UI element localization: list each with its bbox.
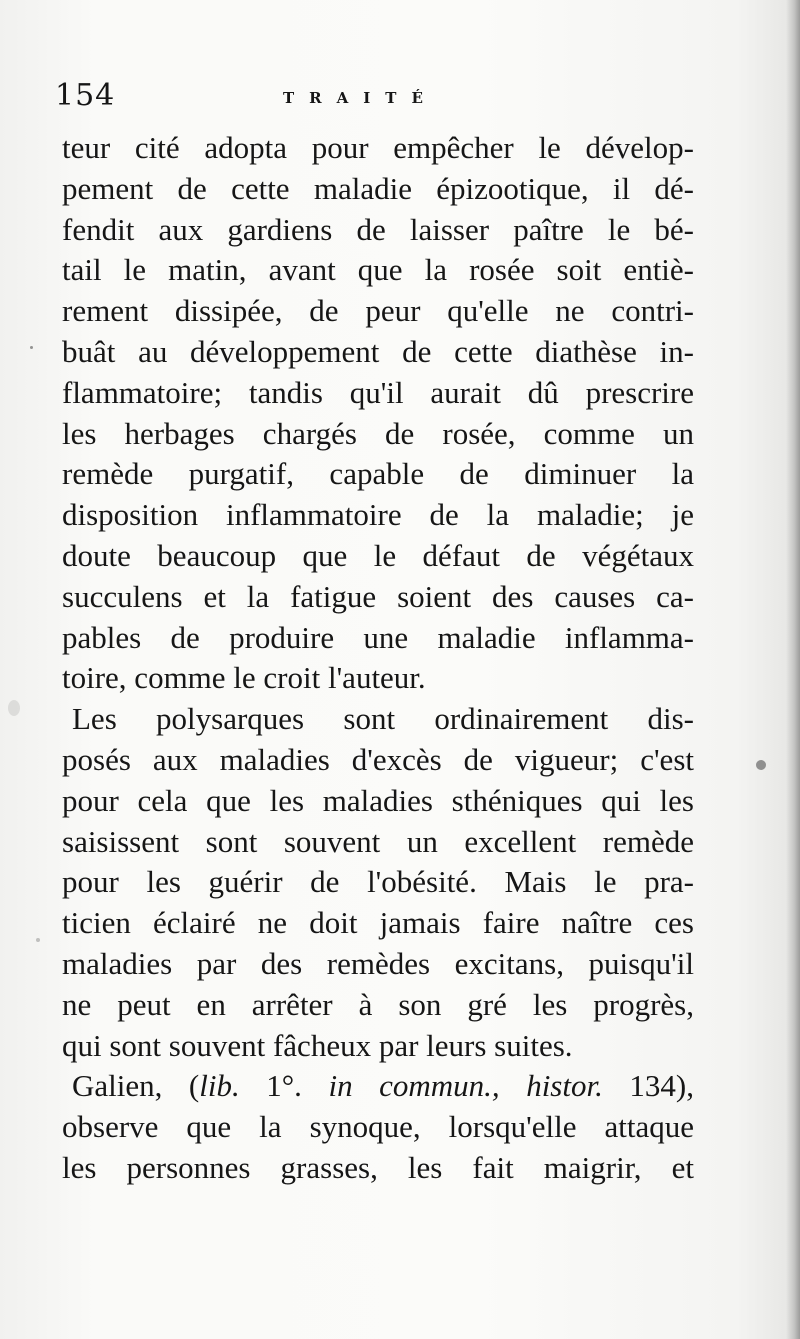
paragraph-2 [62,699,694,1066]
running-head [55,76,695,116]
text-line: qui sont souvent fâcheux par leurs suites. [62,1027,573,1063]
text-line: teur cité adopta pour empêcher le dévelop- [62,130,694,165]
paper-speck [30,346,33,349]
running-title: TRAITÉ [283,89,438,107]
text-line: succulens et la fatigue soient des causes ca- [62,578,694,614]
text-line: tail le matin, avant que la rosée soit entiè- [62,252,694,288]
text-line: ne peut en arrêter à son gré les progrès, [62,986,694,1022]
text-line: rement dissipée, de peur qu'elle ne contri- [62,293,694,329]
body-text [62,128,694,1189]
paper-speck [8,700,20,716]
paragraph-3 [62,1066,694,1188]
paper-speck [756,760,766,770]
text-line: fendit aux gardiens de laisser paître le bé- [62,211,694,247]
text-line: disposition inflammatoire de la maladie; je [62,497,694,533]
text-line: saisissent sont souvent un excellent remède [62,823,694,859]
text-line: pement de cette maladie épizootique, il dé- [62,170,694,206]
text-line: les personnes grasses, les fait maigrir, et [62,1149,694,1185]
text-line: flammatoire; tandis qu'il aurait dû prescrire [62,374,694,410]
text-line: remède purgatif, capable de diminuer la [62,456,694,492]
text-line: les herbages chargés de rosée, comme un [62,415,694,451]
page-edge-shadow [786,0,800,1339]
paper-speck [36,938,40,942]
text-line: doute beaucoup que le défaut de végétaux [62,537,694,573]
citation-mid: 1°. [239,1068,329,1104]
text-line: ticien éclairé ne doit jamais faire naître ces [62,905,694,941]
citation-end: 134), [602,1068,694,1104]
citation-italic-source: in commun., histor. [328,1068,603,1104]
text-line: pour cela que les maladies sthéniques qui les [62,782,694,818]
text-line: maladies par des remèdes excitans, puisqu'il [62,945,694,981]
paragraph-1 [62,128,694,699]
text-line-citation [62,1066,694,1107]
text-line: posés aux maladies d'excès de vigueur; c'est [62,741,694,777]
text-line: Les polysarques sont ordinairement dis- [72,701,694,737]
text-line: pables de produire une maladie inflamma- [62,619,694,655]
text-line: buât au développement de cette diathèse in- [62,333,694,369]
text-line: toire, comme le croit l'auteur. [62,660,426,696]
citation-start: Galien, ( [72,1068,200,1104]
citation-italic-lib: lib. [199,1068,240,1104]
page-number: 154 [55,78,116,113]
text-line: observe que la synoque, lorsqu'elle attaque [62,1109,694,1145]
text-line: pour les guérir de l'obésité. Mais le pra- [62,864,694,900]
